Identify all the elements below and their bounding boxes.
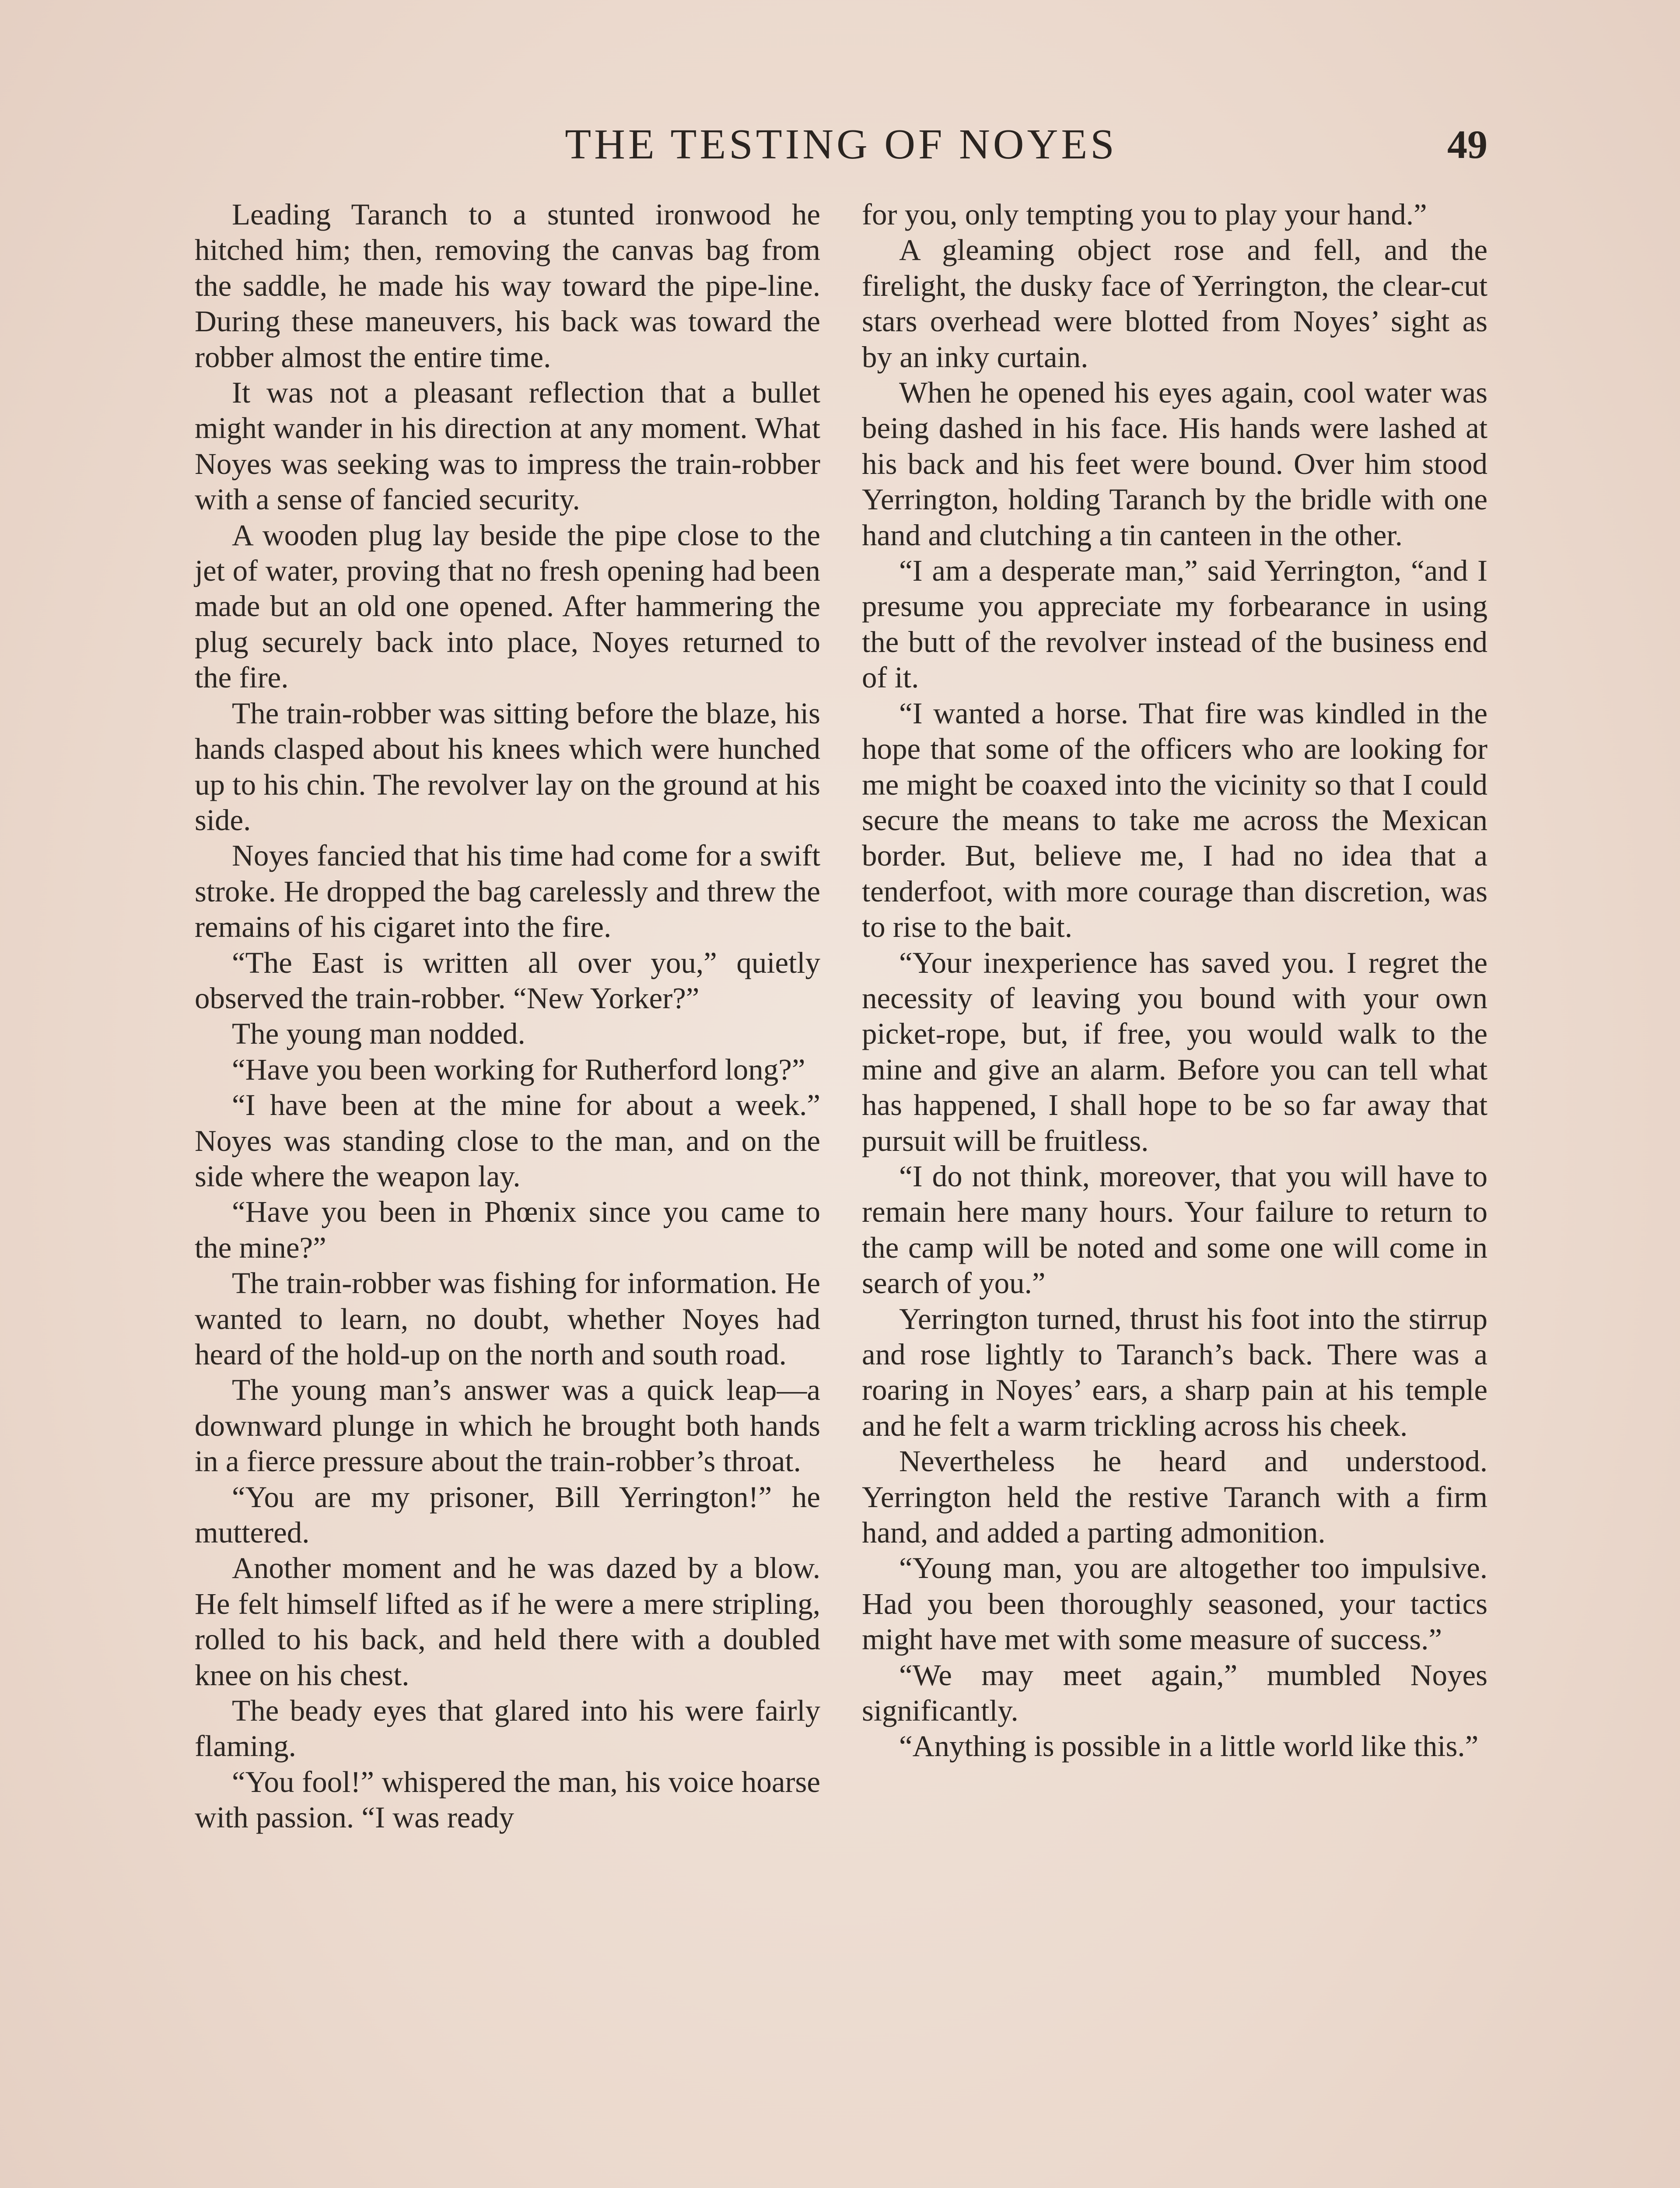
paragraph: “Have you been working for Rutherford long?” [232,1052,805,1086]
paragraph: “I do not think, moreover, that you will have to remain here many hours. Your failure to return to the camp will be noted and some one will come in search of you.” [862,1159,1488,1300]
paragraph: The young man nodded. [232,1017,525,1051]
paragraph: It was not a pleasant reflection that a bullet might wander in his direction at any moment. What Noyes was seeking was to impress the train-robber with a sense of fancied security. [195,376,820,516]
paragraph: “I am a desperate man,” said Yerrington, “and I presume you appreciate my forbearance in using the butt of the revolver instead of the business end of it. [862,554,1488,694]
running-title: THE TESTING OF NOYES [565,121,1117,168]
paragraph-continuation: for you, only tempting you to play your hand.” [862,198,1427,231]
paragraph: Leading Taranch to a stunted ironwood he hitched him; then, removing the canvas bag from the saddle, he made his way toward the pipe-line. During these maneuvers, his back was toward the robber almost the entire time. [195,198,820,374]
paragraph: The train-robber was sitting before the blaze, his hands clasped about his knees which were hunched up to his chin. The revolver lay on the ground at his side. [195,696,820,837]
text-column-right [862,197,1488,1764]
paragraph: When he opened his eyes again, cool water was being dashed in his face. His hands were lashed at his back and his feet were bound. Over him stood Yerrington, holding Taranch by the bridle with one hand and clutching a tin canteen in the other. [862,376,1488,552]
page-header [195,112,1488,177]
paragraph: “I wanted a horse. That fire was kindled in the hope that some of the officers who are looking for me might be coaxed into the vicinity so that I could secure the means to take me across the Mexican border. But, believe me, I had no idea that a tenderfoot, with more courage than discretion, was to rise to the bait. [862,696,1488,944]
paragraph: A wooden plug lay beside the pipe close to the jet of water, proving that no fresh opening had been made but an old one opened. After hammering the plug securely back into place, Noyes returned to the fire. [195,518,820,694]
paragraph: “I have been at the mine for about a week.” Noyes was standing close to the man, and on the side where the weapon lay. [195,1088,820,1193]
paragraph: Noyes fancied that his time had come for a swift stroke. He dropped the bag carelessly and threw the remains of his cigaret into the fire. [195,839,820,944]
paragraph: “You are my prisoner, Bill Yerrington!” he muttered. [195,1480,820,1550]
paragraph: “Anything is possible in a little world like this.” [899,1729,1479,1763]
paragraph: “Young man, you are altogether too impulsive. Had you been thoroughly seasoned, your tactics might have met with some measure of success.” [862,1551,1488,1656]
paragraph: “The East is written all over you,” quietly observed the train-robber. “New Yorker?” [195,946,820,1015]
paragraph: Another moment and he was dazed by a blow. He felt himself lifted as if he were a mere stripling, rolled to his back, and held there with a doubled knee on his chest. [195,1551,820,1692]
paragraph: Yerrington turned, thrust his foot into the stirrup and rose lightly to Taranch’s back. There was a roaring in Noyes’ ears, a sharp pain at his temple and he felt a warm trickling across his cheek. [862,1302,1488,1442]
paragraph: The train-robber was fishing for information. He wanted to learn, no doubt, whether Noyes had heard of the hold-up on the north and south road. [195,1266,820,1371]
paragraph: “Your inexperience has saved you. I regret the necessity of leaving you bound with your own picket-rope, but, if free, you would walk to the mine and give an alarm. Before you can tell what has happened, I shall hope to be so far away that pursuit will be fruitless. [862,946,1488,1157]
page-number: 49 [1447,122,1488,167]
paragraph: A gleaming object rose and fell, and the firelight, the dusky face of Yerrington, the clear-cut stars overhead were blotted from Noyes’ sight as by an inky curtain. [862,233,1488,374]
paragraph: “You fool!” whispered the man, his voice hoarse with passion. “I was ready [195,1765,820,1834]
paragraph: “Have you been in Phœnix since you came to the mine?” [195,1195,820,1264]
text-column-left [195,197,820,1836]
paragraph: The young man’s answer was a quick leap—a downward plunge in which he brought both hands in a fierce pressure about the train-robber’s throat. [195,1373,820,1478]
paragraph: The beady eyes that glared into his were fairly flaming. [195,1694,820,1763]
paragraph: Nevertheless he heard and understood. Yerrington held the restive Taranch with a firm hand, and added a parting admonition. [862,1445,1488,1550]
paragraph: “We may meet again,” mumbled Noyes significantly. [862,1658,1488,1728]
